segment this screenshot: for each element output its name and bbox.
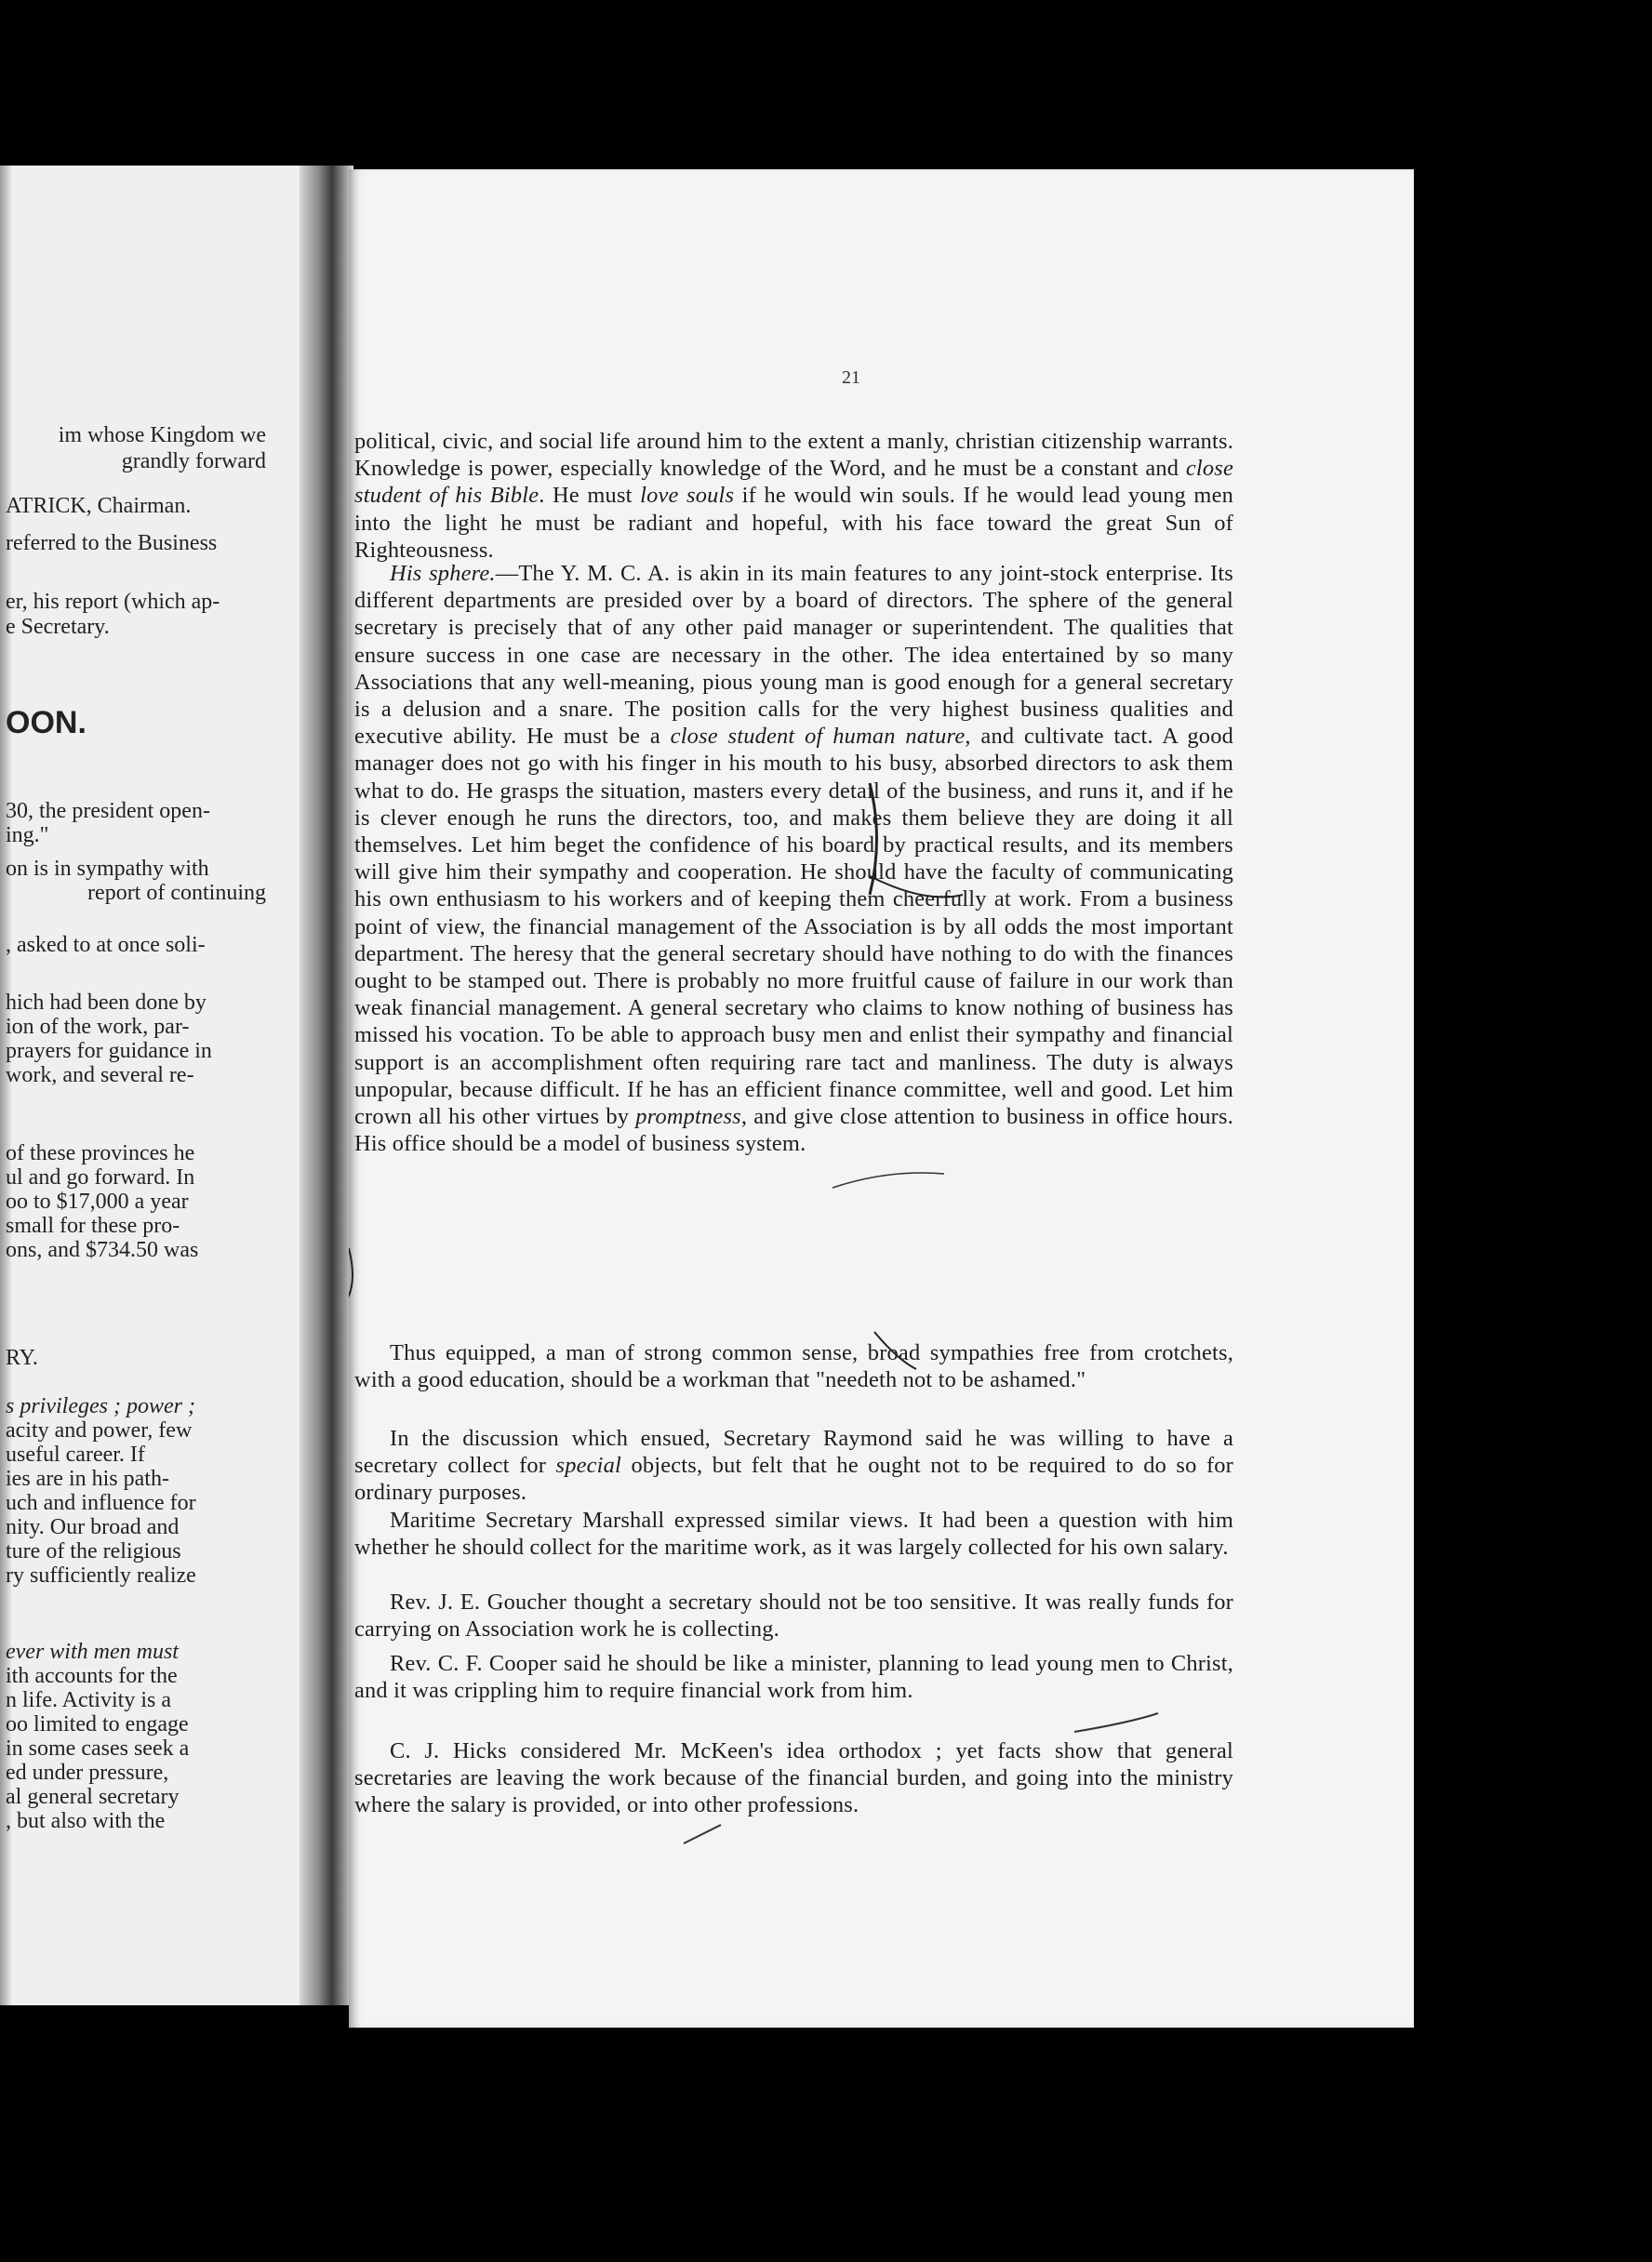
left-text-line: in some cases seek a <box>6 1736 190 1761</box>
page-number: 21 <box>842 367 860 388</box>
text-run: Maritime Secretary Marshall expressed similar views. It had been a question with him whether he should collect for the maritime work, as it was largely collected for his own salary. <box>354 1508 1233 1561</box>
left-text-line: work, and several re- <box>6 1063 194 1087</box>
left-text-line: im whose Kingdom we <box>58 423 266 447</box>
text-run: In the discussion which ensued, Secretary Raymond said he was willing to have a secretary collect for <box>354 1426 1233 1479</box>
italic-run: promptness <box>635 1104 741 1130</box>
text-run: C. J. Hicks considered Mr. McKeen's idea orthodox ; yet facts show that general secretaries are leaving the work because of the financial burden, and going into the ministry where the salary is provided, or into other professions. <box>354 1738 1233 1818</box>
left-text-line: acity and power, few <box>6 1418 193 1443</box>
pencil-marks <box>349 169 1414 2028</box>
left-text-line: of these provinces he <box>6 1141 195 1165</box>
text-run: , and cultivate tact. A good manager does not go with his finger in his mouth to his busy, absorbed directors to ask them what to do. He grasps the situation, masters every detail of the business, and runs it, and if he is clever enough he runs the directors, too, and makes them believe they are doing it all themselves. Let him beget the confidence of his board by practical results, and its members will give him their sympathy and cooperation. He should have the faculty of communicating his own enthusiasm to his workers and of keeping them cheerfully at work. From a business point of view, the financial management of the Association is by all odds the most important department. The heresy that the general secretary should have nothing to do with the finances ought to be stamped out. There is probably no more fruitful cause of failure in our work than weak financial management. A general secretary who claims to know nothing of business has missed his vocation. To be able to approach busy men and enlist their sympathy and financial support is an accomplishment often requiring rare tact and manliness. The duty is always unpopular, because difficult. If he has an efficient finance committee, well and good. Let him crown all his other virtues by <box>354 724 1233 1130</box>
left-text-line: s privileges ; power ; <box>6 1394 195 1418</box>
left-text-line: ture of the religious <box>6 1539 181 1563</box>
left-text-line: , but also with the <box>6 1809 166 1833</box>
left-text-line: on is in sympathy with <box>6 857 209 881</box>
left-text-line: prayers for guidance in <box>6 1039 212 1063</box>
italic-run: close student of human nature <box>670 724 966 750</box>
left-text-line: 30, the president open- <box>6 799 210 823</box>
text-run: . He must <box>539 483 641 509</box>
left-text-line: ion of the work, par- <box>6 1015 190 1039</box>
left-text-line: ul and go forward. In <box>6 1165 195 1190</box>
left-text-line: oo to $17,000 a year <box>6 1190 189 1214</box>
left-text-line: ed under pressure, <box>6 1761 169 1785</box>
left-text-line: al general secretary <box>6 1785 180 1809</box>
left-section-heading: RY. <box>6 1346 38 1370</box>
left-text-line: small for these pro- <box>6 1214 180 1238</box>
left-text-line: useful career. If <box>6 1443 145 1467</box>
text-run: Rev. C. F. Cooper said he should be like a minister, planning to lead young men to Christ, and it was crippling him to require financial work from him. <box>354 1651 1233 1704</box>
left-text-line: n life. Activity is a <box>6 1688 171 1712</box>
left-text-line: e Secretary. <box>6 615 110 639</box>
left-text-line: ies are in his path- <box>6 1467 169 1491</box>
text-run: Thus equipped, a man of strong common sense, broad sympathies free from crotchets, with a good education, should be a workman that "needeth not to be ashamed." <box>354 1340 1233 1393</box>
text-run: objects, but felt that he ought not to be required to do so for ordinary purposes. <box>354 1453 1233 1506</box>
text-run: —The Y. M. C. A. is akin in its main features to any joint-stock enterprise. Its different departments are presided over by a board of directors. The sphere of the general secretary is precisely that of any other paid manager or superintendent. The qualities that ensure success in one case are necessary in the other. The idea entertained by so many Associations that any well-meaning, pious young man is good enough for a general secretary is a delusion and a snare. The position calls for the very highest business qualities and executive ability. He must be a <box>354 561 1233 750</box>
left-text-line: referred to the Business <box>6 531 218 555</box>
left-text-line: grandly forward <box>121 449 266 473</box>
left-text-line: hich had been done by <box>6 991 206 1015</box>
left-text-line: ith accounts for the <box>6 1664 178 1688</box>
text-run: if he would win souls. If he would lead young men into the light he must be radiant and hopeful, with his face toward the great Sun of Righteousness. <box>354 483 1233 563</box>
italic-run: His sphere. <box>390 561 496 586</box>
right-page <box>349 169 1414 2028</box>
left-text-line: oo limited to engage <box>6 1712 189 1736</box>
left-text-line: ing." <box>6 823 49 847</box>
left-text-line: uch and influence for <box>6 1491 196 1515</box>
left-text-line: ever with men must <box>6 1640 179 1664</box>
italic-run: love souls <box>640 483 735 509</box>
left-text-line: report of continuing <box>87 881 266 905</box>
text-run: Rev. J. E. Goucher thought a secretary should not be too sensitive. It was really funds for carrying on Association work he is collecting. <box>354 1590 1233 1643</box>
left-text-line: ATRICK, Chairman. <box>6 494 192 518</box>
italic-run: close student of his Bible <box>354 456 1233 509</box>
text-run: , and give close attention to business in office hours. His office should be a model of business system. <box>354 1104 1233 1157</box>
left-text-line: , asked to at once soli- <box>6 933 206 957</box>
left-text-line: ry sufficiently realize <box>6 1563 196 1588</box>
left-text-line: ons, and $734.50 was <box>6 1238 199 1262</box>
left-text-line: er, his report (which ap- <box>6 590 220 614</box>
left-text-line: nity. Our broad and <box>6 1515 180 1539</box>
italic-run: special <box>555 1453 622 1479</box>
text-run: political, civic, and social life around him to the extent a manly, christian citizenship warrants. Knowledge is power, especially knowledge of the Word, and he must be a constant and <box>354 429 1233 482</box>
book-gutter <box>300 166 353 2005</box>
left-section-heading: OON. <box>6 705 87 740</box>
left-facing-page <box>0 166 337 2005</box>
